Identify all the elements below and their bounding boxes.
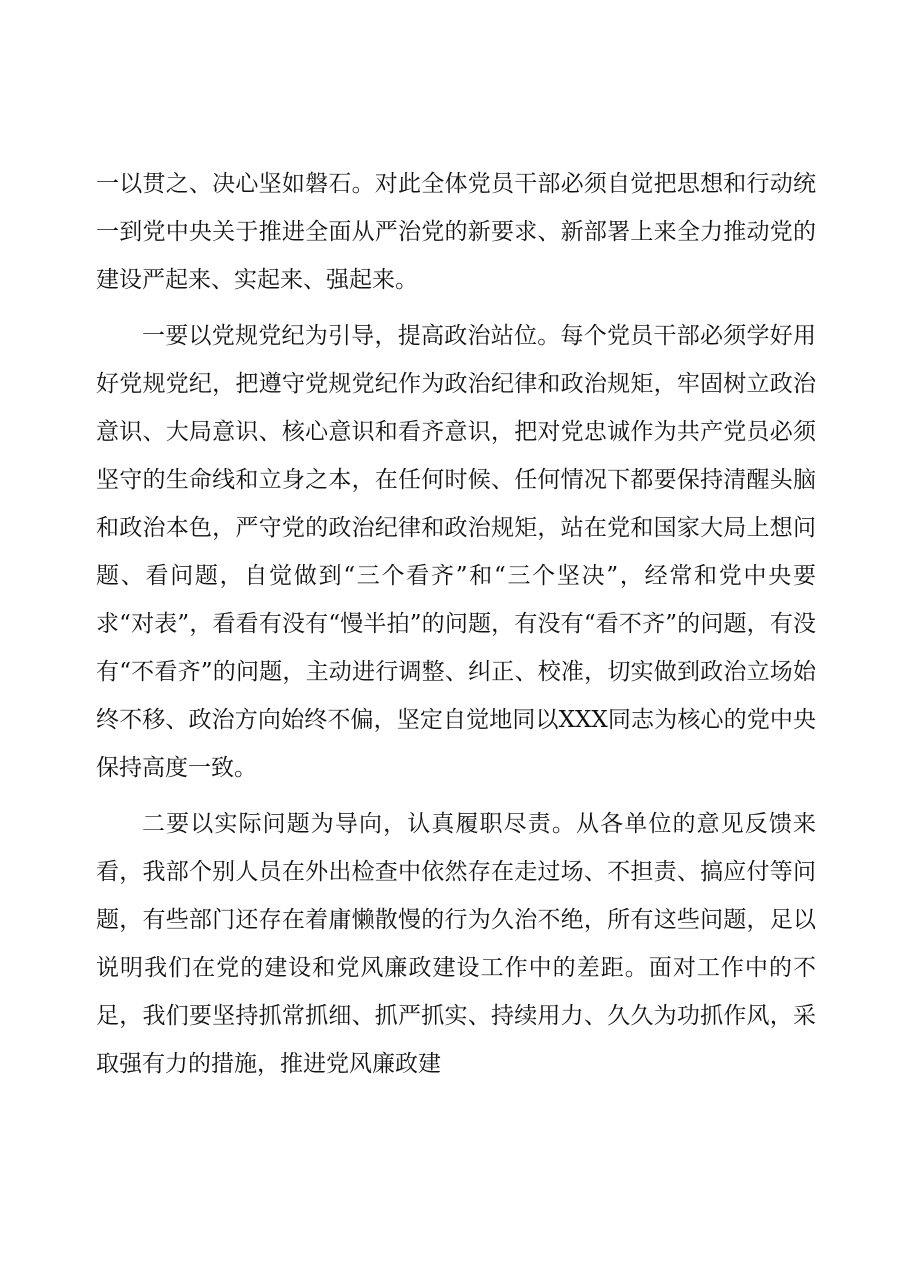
- paragraph-political-stance: 一要以党规党纪为引导，提高政治站位。每个党员干部必须学好用好党规党纪，把遵守党规党纪作为政治纪律和政治规矩，牢固树立政治意识、大局意识、核心意识和看齐意识，把对党忠诚作为共产党员必须坚守的生命线和立身之本，在任何时候、任何情况下都要保持清醒头脑和政治本色，严守党的政治纪律和政治规矩，站在党和国家大局上想问题、看问题，自觉做到“三个看齐”和“三个坚决”，经常和党中央要求“对表”，看看有没有“慢半拍”的问题，有没有“看不齐”的问题，有没有“不看齐”的问题，主动进行调整、纠正、校准，切实做到政治立场始终不移、政治方向始终不偏，坚定自觉地同以XXX同志为核心的党中央保持高度一致。: [96, 323, 816, 781]
- paragraph-duty-fulfillment: 二要以实际问题为导向，认真履职尽责。从各单位的意见反馈来看，我部个别人员在外出检查中依然存在走过场、不担责、搞应付等问题，有些部门还存在着庸懒散慢的行为久治不绝，所有这些问题，足以说明我们在党的建设和党风廉政建设工作中的差距。面对工作中的不足，我们要坚持抓常抓细、抓严抓实、持续用力、久久为功抓作风，采取强有力的措施，推进党风廉政建: [96, 811, 816, 1077]
- document-body: [96, 160, 816, 1096]
- paragraph-continuation: 一以贯之、决心坚如磐石。对此全体党员干部必须自觉把思想和行动统一到党中央关于推进全面从严治党的新要求、新部署上来全力推动党的建设严起来、实起来、强起来。: [96, 171, 816, 293]
